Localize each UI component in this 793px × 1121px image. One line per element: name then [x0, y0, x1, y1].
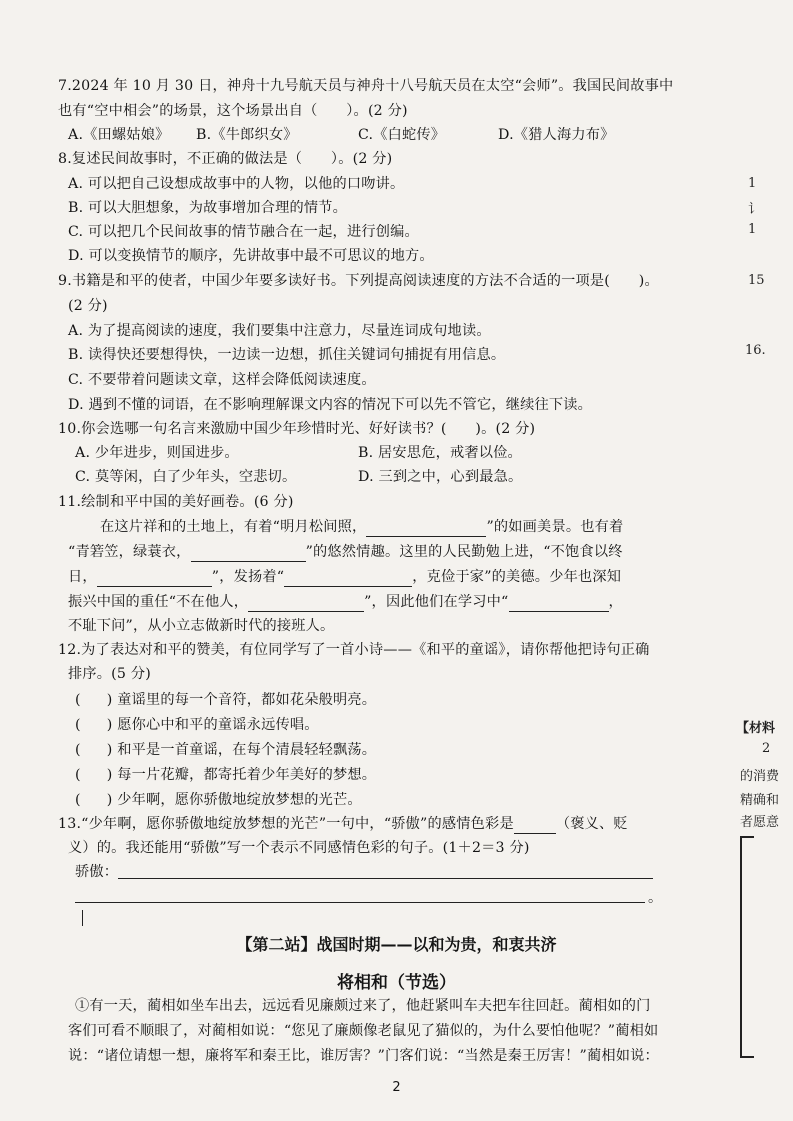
q8-option-c[interactable]: C. 可以把几个民间故事的情节融合在一起，进行创编。 [68, 224, 419, 240]
q10-option-b[interactable]: B. 居安思危，戒奢以俭。 [358, 445, 522, 461]
q11-text: 在这片祥和的土地上，有着“明月松间照， [100, 519, 367, 535]
edge-fragment: 16. [745, 343, 766, 358]
q7-line1: 7.2024 年 10 月 30 日，神舟十九号航天员与神舟十八号航天员在太空“会师”。我国民间故事中 [58, 78, 674, 94]
q12-item-text: 和平是一首童谣，在每个清晨轻轻飘荡。 [117, 742, 377, 758]
article-paragraph-line: 客们可看不顺眼了，对蔺相如说：“您见了廉颇像老鼠见了猫似的，为什么要怕他呢？”蔺相如 [68, 1023, 659, 1039]
q11-line3 [68, 567, 621, 587]
article-paragraph-line: 说：“诸位请想一想，廉将军和秦王比，谁厉害？”门客们说：“当然是秦王厉害！”蔺相如说： [68, 1048, 659, 1064]
q9-option-a[interactable]: A. 为了提高阅读的速度，我们要集中注意力，尽量连词成句地读。 [68, 323, 491, 339]
q11-text: 振兴中国的重任“不在他人， [68, 594, 249, 610]
q12-line2: 排序。(5 分) [68, 666, 151, 682]
q7-line2: 也有“空中相会”的场景，这个场景出自（ ）。(2 分) [58, 103, 408, 119]
q11-line5: 不耻下问”，从小立志做新时代的接班人。 [68, 618, 335, 634]
article-title: 将相和（节选） [337, 973, 456, 993]
q13-text: 13.“少年啊，愿你骄傲地绽放梦想的光芒”一句中，“骄傲”的感情色彩是 [58, 816, 514, 832]
q7-option-b[interactable]: B.《牛郎织女》 [196, 127, 298, 143]
section-2-heading: 【第二站】战国时期——以和为贵，和衷共济 [236, 935, 557, 954]
edge-fragment: 2 [762, 741, 771, 756]
q10-option-c[interactable]: C. 莫等闲，白了少年头，空悲切。 [75, 469, 297, 485]
q13-line1 [58, 814, 628, 834]
q9-option-b[interactable]: B. 读得快还要想得快，一边读一边想，抓住关键词句捕捉有用信息。 [68, 347, 506, 363]
q7-option-a[interactable]: A.《田螺姑娘》 [68, 127, 170, 143]
q11-blank-1[interactable] [366, 520, 486, 537]
q12-item-text: 少年啊，愿你骄傲地绽放梦想的光芒。 [117, 792, 362, 808]
q11-line4 [68, 592, 623, 612]
edge-fragment: 的消费 [740, 769, 780, 784]
q13-answer-label: 骄傲： [75, 864, 119, 880]
q12-item-text: 童谣里的每一个音符，都如花朵般明亮。 [117, 692, 377, 708]
q11-line2 [68, 542, 623, 562]
q11-text: 日， [68, 569, 97, 585]
q12-item: ( ) 愿你心中和平的童谣永远传唱。 [75, 717, 319, 733]
edge-fragment: 者愿意 [740, 815, 780, 830]
q9-option-c[interactable]: C. 不要带着问题读文章，这样会降低阅读速度。 [68, 372, 376, 388]
q8-stem: 8.复述民间故事时，不正确的做法是（ ）。(2 分) [58, 151, 393, 167]
q11-text: ， [608, 594, 623, 610]
q11-blank-2[interactable] [191, 545, 306, 562]
q9-line1: 9.书籍是和平的使者，中国少年要多读好书。下列提高阅读速度的方法不合适的一项是( )。 [58, 273, 659, 289]
q8-option-d[interactable]: D. 可以变换情节的顺序，先讲故事中最不可思议的地方。 [68, 248, 434, 264]
q12-item-text: 每一片花瓣，都寄托着少年美好的梦想。 [117, 767, 377, 783]
q9-line2: (2 分) [68, 298, 108, 314]
q13-period: 。 [648, 890, 663, 906]
q8-option-b[interactable]: B. 可以大胆想象，为故事增加合理的情节。 [68, 200, 348, 216]
q13-blank[interactable] [514, 817, 556, 834]
q12-item-text: 愿你心中和平的童谣永远传唱。 [117, 717, 319, 733]
q13-answer-line-2[interactable] [75, 902, 645, 903]
q10-option-a[interactable]: A. 少年进步，则国进步。 [75, 445, 239, 461]
q9-option-d[interactable]: D. 遇到不懂的词语，在不影响理解课文内容的情况下可以先不管它，继续往下读。 [68, 397, 593, 413]
edge-fragment: 1 [748, 176, 757, 191]
q13-answer-line-1[interactable] [118, 878, 653, 879]
q11-text: ”，发扬着“ [211, 569, 285, 585]
q11-text: “青箬笠，绿蓑衣， [68, 544, 191, 560]
page-number: 2 [392, 1080, 401, 1095]
edge-answer-box [740, 836, 754, 1058]
edge-fragment: 精确和 [740, 793, 780, 808]
q10-stem: 10.你会选哪一句名言来激励中国少年珍惜时光、好好读书？( )。(2 分) [58, 421, 536, 437]
q13-text: （褒义、贬 [555, 816, 628, 832]
text-cursor-mark [82, 910, 83, 926]
edge-fragment: 讠 [748, 202, 762, 217]
q11-text: ，克俭于家”的美德。少年也深知 [412, 569, 622, 585]
q13-line2: 义）的。我还能用“骄傲”写一个表示不同感情色彩的句子。(1＋2＝3 分) [68, 840, 530, 856]
q11-blank-4[interactable] [284, 570, 412, 587]
q11-blank-5[interactable] [248, 595, 364, 612]
q11-text: ”的悠然情趣。这里的人民勤勉上进，“不饱食以终 [305, 544, 623, 560]
q11-line1 [100, 517, 623, 537]
q12-item: ( ) 少年啊，愿你骄傲地绽放梦想的光芒。 [75, 792, 362, 808]
q12-line1: 12.为了表达对和平的赞美，有位同学写了一首小诗——《和平的童谣》，请你帮他把诗句正确 [58, 642, 650, 658]
q11-blank-3[interactable] [97, 570, 212, 587]
q11-stem: 11.绘制和平中国的美好画卷。(6 分) [58, 494, 294, 510]
q12-item: ( ) 童谣里的每一个音符，都如花朵般明亮。 [75, 692, 377, 708]
q8-option-a[interactable]: A. 可以把自己设想成故事中的人物，以他的口吻讲。 [68, 176, 405, 192]
q11-text: ”的如画美景。也有着 [486, 519, 624, 535]
edge-fragment: 15 [748, 273, 765, 288]
q7-option-c[interactable]: C.《白蛇传》 [358, 127, 446, 143]
edge-fragment: 【材料 [736, 721, 776, 736]
q11-blank-6[interactable] [509, 595, 609, 612]
edge-fragment: 1 [748, 222, 757, 237]
q10-option-d[interactable]: D. 三到之中，心到最急。 [358, 469, 523, 485]
q7-option-d[interactable]: D.《猎人海力布》 [498, 127, 615, 143]
q12-item: ( ) 每一片花瓣，都寄托着少年美好的梦想。 [75, 767, 377, 783]
q11-text: ”，因此他们在学习中“ [364, 594, 509, 610]
q12-item: ( ) 和平是一首童谣，在每个清晨轻轻飘荡。 [75, 742, 377, 758]
article-paragraph-line: ①有一天，蔺相如坐车出去，远远看见廉颇过来了，他赶紧叫车夫把车往回赶。蔺相如的门 [75, 998, 651, 1014]
